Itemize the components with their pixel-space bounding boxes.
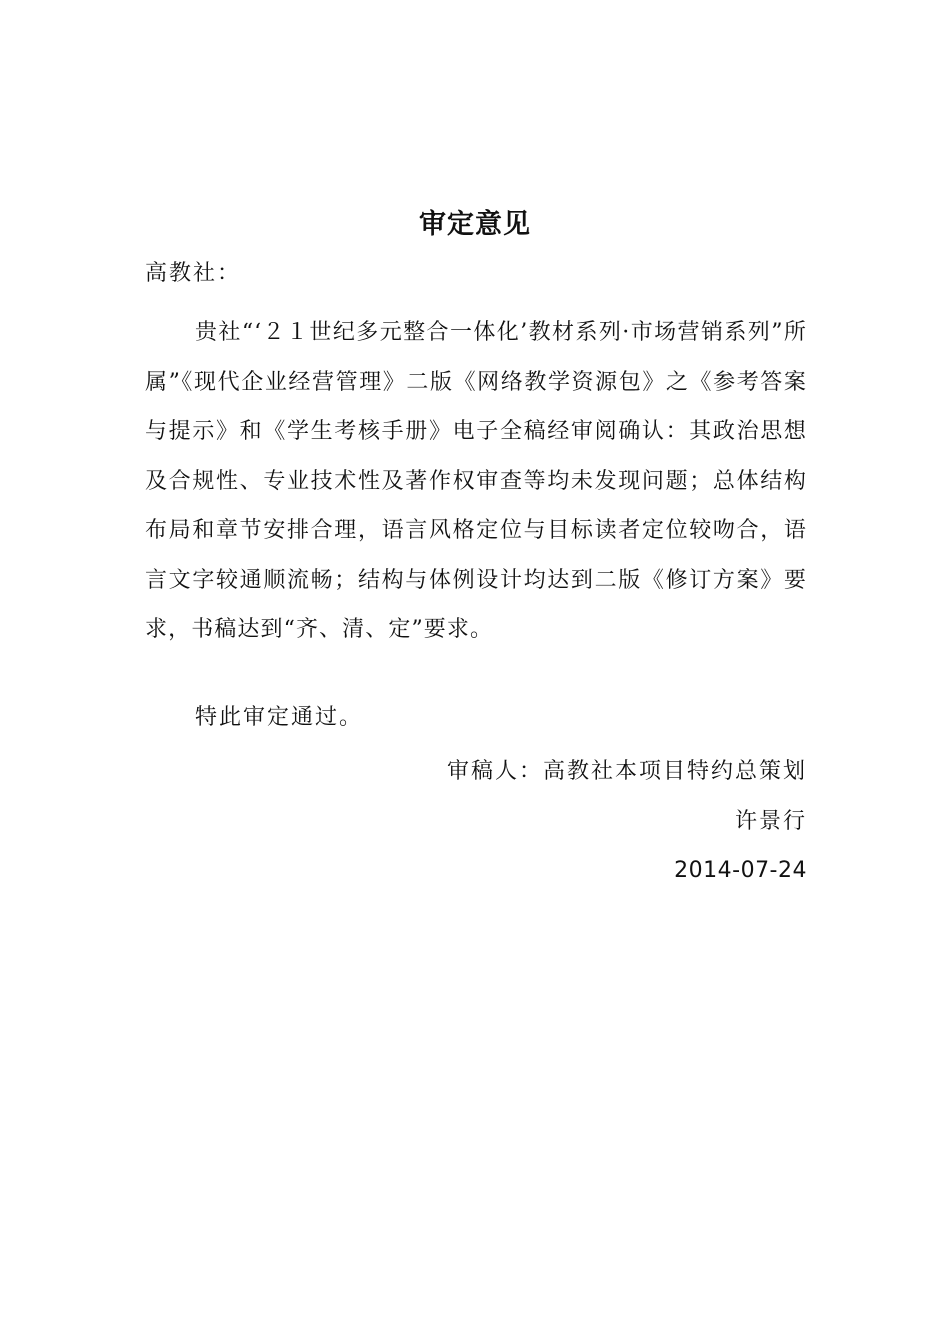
signature-date: 2014-07-24 (674, 858, 807, 883)
salutation: 高教社： (145, 261, 242, 286)
closing-statement: 特此审定通过。 (195, 705, 364, 730)
signature-reviewer: 审稿人：高教社本项目特约总策划 (446, 759, 807, 784)
body-paragraph: 贵社“‘２１世纪多元整合一体化’教材系列·市场营销系列”所属”《现代企业经营管理》二版《网络教学资源包》之《参考答案与提示》和《学生考核手册》电子全稿经审阅确认：其政治思想及合规性、专业技术性及著作权审查等均未发现问题；总体结构布局和章节安排合理，语言风格定位与目标读者定位较吻合，语言文字较通顺流畅；结构与体例设计均达到二版《修订方案》要求，书稿达到“齐、清、定”要求。 (145, 320, 807, 642)
document-title: 审定意见 (419, 209, 531, 240)
signature-name: 许景行 (734, 809, 807, 834)
